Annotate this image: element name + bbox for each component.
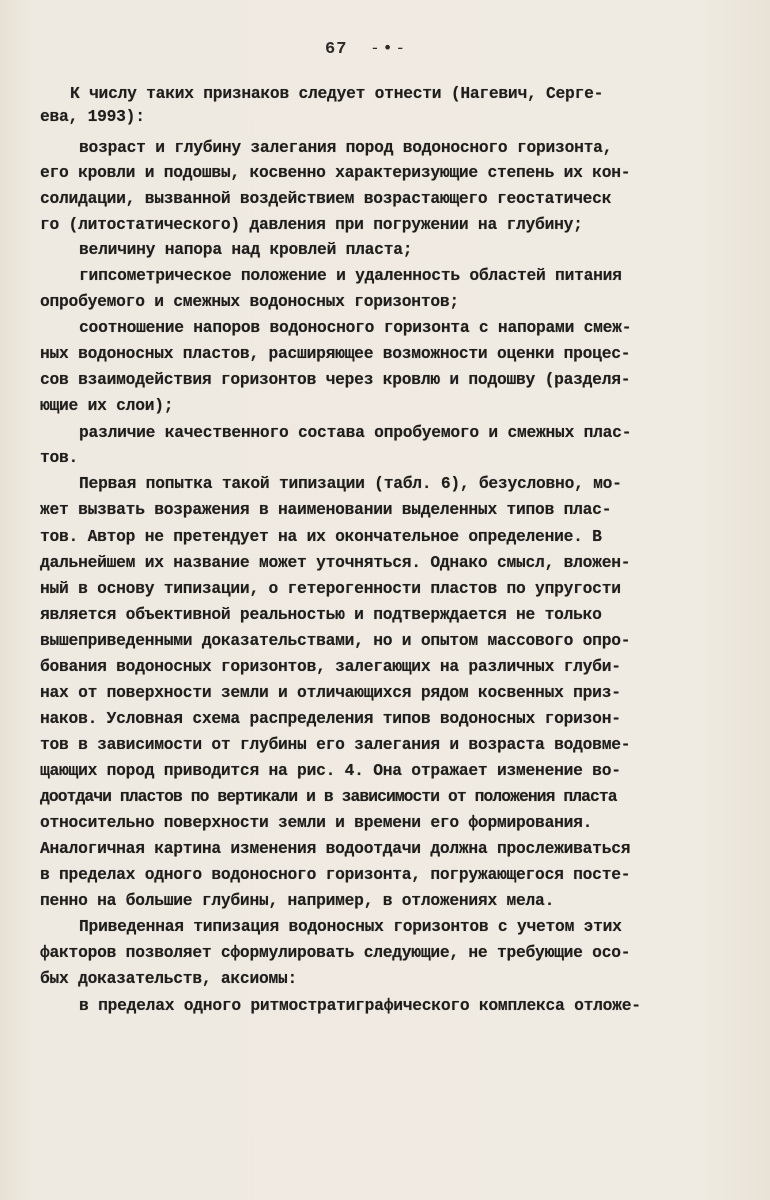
text-line: дальнейшем их название может уточняться. Однако смысл, вложен- xyxy=(40,553,631,572)
text-line: различие качественного состава опробуемого и смежных плас- xyxy=(60,423,632,442)
text-line: его кровли и подошвы, косвенно характеризующие степень их кон- xyxy=(40,163,631,182)
text-line: вышеприведенными доказательствами, но и опытом массового опро- xyxy=(40,631,631,650)
text-line: ный в основу типизации, о гетерогенности пластов по упругости xyxy=(40,579,621,598)
text-line: бых доказательств, аксиомы: xyxy=(40,969,298,988)
text-line: доотдачи пластов по вертикали и в зависимости от положения пласта xyxy=(40,787,617,806)
text-line: тов в зависимости от глубины его залегания и возраста водовме- xyxy=(40,735,631,754)
text-line: ных водоносных пластов, расширяющее возможности оценки процес- xyxy=(40,344,631,363)
text-line: в пределах одного водоносного горизонта, погружающегося посте- xyxy=(40,865,631,884)
text-line: солидации, вызванной воздействием возрастающего геостатическ xyxy=(40,189,612,208)
text-line: тов. xyxy=(40,448,79,467)
text-line: сов взаимодействия горизонтов через кровлю и подошву (разделя- xyxy=(40,370,631,389)
text-line: нах от поверхности земли и отличающихся рядом косвенных приз- xyxy=(40,683,621,702)
text-line: щающих пород приводится на рис. 4. Она отражает изменение во- xyxy=(40,761,621,780)
text-line: К числу таких признаков следует отнести (Нагевич, Серге- xyxy=(70,84,604,103)
header-marks: - • - xyxy=(372,38,404,57)
text-line: в пределах одного ритмостратиграфического комплекса отложе- xyxy=(60,996,641,1015)
text-line: ева, 1993): xyxy=(40,107,145,126)
text-line: Аналогичная картина изменения водоотдачи должна прослеживаться xyxy=(40,839,631,858)
text-line: относительно поверхности земли и времени его формирования. xyxy=(40,813,593,832)
text-line: величину напора над кровлей пласта; xyxy=(60,240,413,259)
text-line: тов. Автор не претендует на их окончательное определение. В xyxy=(40,527,602,546)
text-line: опробуемого и смежных водоносных горизонтов; xyxy=(40,292,459,311)
text-line: Приведенная типизация водоносных горизонтов с учетом этих xyxy=(60,917,622,936)
text-line: пенно на большие глубины, например, в отложениях мела. xyxy=(40,891,555,910)
page-number: 67 xyxy=(325,40,348,59)
text-line: возраст и глубину залегания пород водоносного горизонта, xyxy=(60,138,613,157)
text-line: го (литостатического) давления при погружении на глубину; xyxy=(40,215,583,234)
text-line: соотношение напоров водоносного горизонта с напорами смеж- xyxy=(60,318,632,337)
text-line: ющие их слои); xyxy=(40,396,174,415)
text-line: Первая попытка такой типизации (табл. 6), безусловно, мо- xyxy=(60,474,622,493)
text-line: бования водоносных горизонтов, залегающих на различных глуби- xyxy=(40,657,621,676)
text-line: наков. Условная схема распределения типов водоносных горизон- xyxy=(40,709,621,728)
text-line: факторов позволяет сформулировать следующие, не требующие осо- xyxy=(40,943,631,962)
text-line: гипсометрическое положение и удаленность областей питания xyxy=(60,266,622,285)
text-line: жет вызвать возражения в наименовании выделенных типов плас- xyxy=(40,500,612,519)
text-line: является объективной реальностью и подтверждается не только xyxy=(40,605,602,624)
